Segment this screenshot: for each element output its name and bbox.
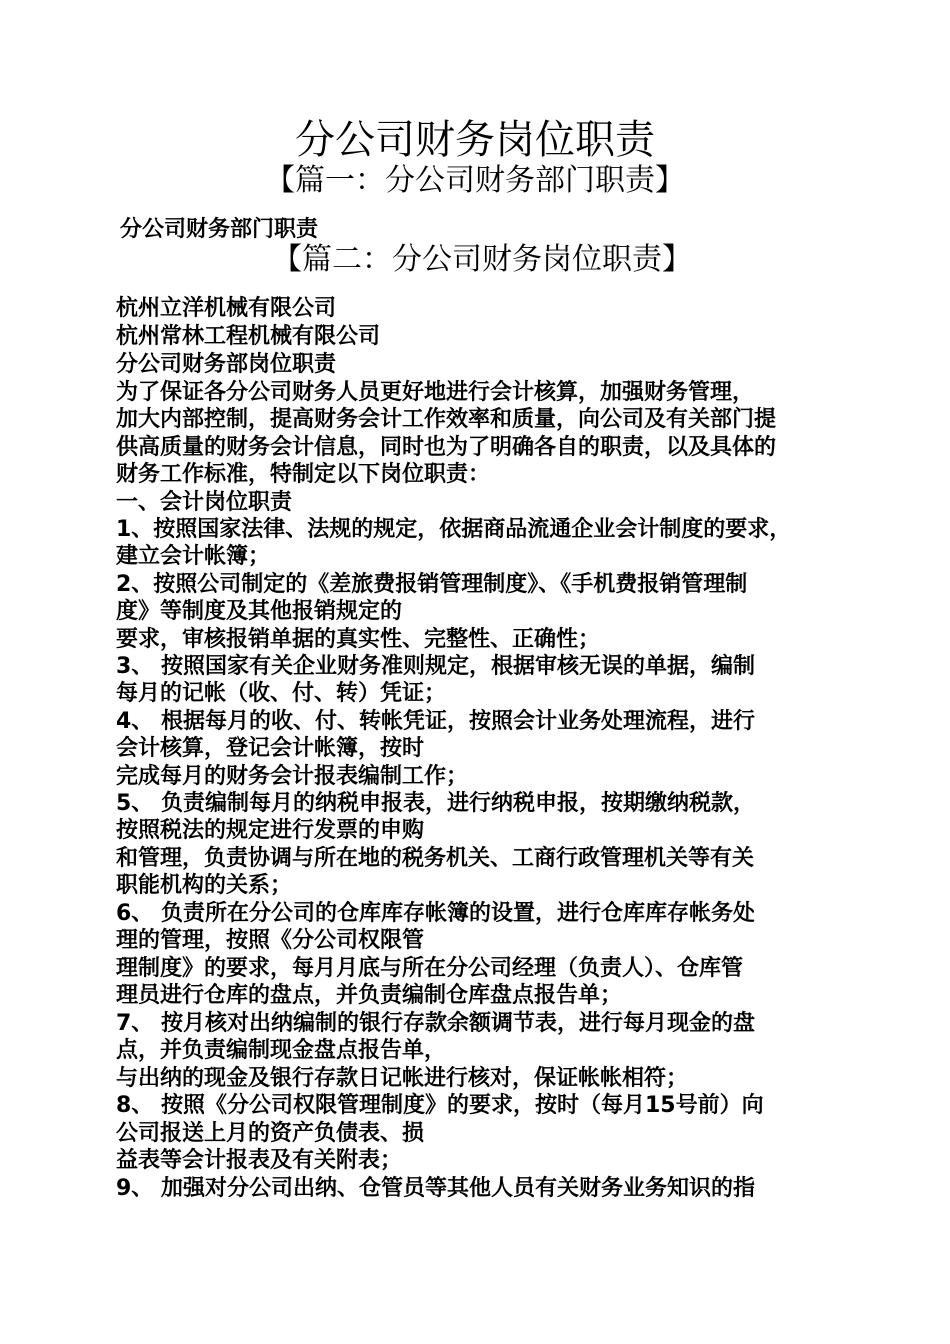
body-line: 分公司财务部岗位职责: [116, 352, 337, 377]
body-line: 公司报送上月的资产负债表、损: [116, 1121, 425, 1146]
body-line: 加大内部控制，提高财务会计工作效率和质量，向公司及有关部门提: [116, 407, 777, 432]
body-line: 点，并负责编制现金盘点报告单，: [116, 1038, 447, 1063]
body-line: 4、 根据每月的收、付、转帐凭证，按照会计业务处理流程，进行: [116, 709, 755, 734]
body-line: 为了保证各分公司财务人员更好地进行会计核算，加强财务管理，: [116, 380, 755, 405]
dept-heading: 分公司财务部门职责: [120, 217, 319, 242]
document-title: 分公司财务岗位职责: [295, 117, 655, 163]
body-line: 2、按照公司制定的《差旅费报销管理制度》、《手机费报销管理制: [116, 572, 748, 597]
body-line: 每月的记帐（收、付、转）凭证；: [116, 681, 447, 706]
body-line: 7、 按月核对出纳编制的银行存款余额调节表，进行每月现金的盘: [116, 1011, 755, 1036]
section-heading-2: 【篇二：分公司财务岗位职责】: [272, 242, 692, 277]
body-line: 要求，审核报销单据的真实性、完整性、正确性；: [116, 627, 601, 652]
body-line: 会计核算，登记会计帐簿，按时: [116, 736, 425, 761]
body-line: 6、 负责所在分公司的仓库库存帐簿的设置，进行仓库库存帐务处: [116, 901, 755, 926]
body-line: 建立会计帐簿；: [116, 544, 271, 569]
body-line: 益表等会计报表及有关附表；: [116, 1148, 403, 1173]
body-line: 1、按照国家法律、法规的规定，依据商品流通企业会计制度的要求，: [116, 517, 792, 542]
body-line: 9、 加强对分公司出纳、仓管员等其他人员有关财务业务知识的指: [116, 1176, 755, 1201]
section-heading-1: 【篇一：分公司财务部门职责】: [265, 163, 685, 198]
body-line: 8、 按照《分公司权限管理制度》的要求，按时（每月15号前）向: [116, 1093, 764, 1118]
body-line: 职能机构的关系；: [116, 873, 293, 898]
body-line: 杭州立洋机械有限公司: [116, 296, 337, 321]
body-line: 杭州常林工程机械有限公司: [116, 324, 381, 349]
body-line: 5、 负责编制每月的纳税申报表，进行纳税申报，按期缴纳税款，: [116, 791, 755, 816]
body-line: 3、 按照国家有关企业财务准则规定，根据审核无误的单据，编制: [116, 654, 755, 679]
body-line: 供高质量的财务会计信息，同时也为了明确各自的职责，以及具体的: [116, 435, 777, 460]
body-line: 理的管理，按照《分公司权限管: [116, 928, 425, 953]
body-line: 理员进行仓库的盘点，并负责编制仓库盘点报告单；: [116, 983, 623, 1008]
body-line: 一、会计岗位职责: [116, 490, 293, 515]
body-line: 完成每月的财务会计报表编制工作；: [116, 764, 469, 789]
body-line: 理制度》的要求，每月月底与所在分公司经理（负责人）、仓库管: [116, 956, 744, 981]
body-line: 按照税法的规定进行发票的申购: [116, 818, 425, 843]
body-line: 财务工作标准，特制定以下岗位职责：: [116, 462, 491, 487]
body-line: 与出纳的现金及银行存款日记帐进行核对，保证帐帐相符；: [116, 1066, 689, 1091]
body-line: 和管理，负责协调与所在地的税务机关、工商行政管理机关等有关: [116, 846, 755, 871]
body-line: 度》等制度及其他报销规定的: [116, 599, 403, 624]
